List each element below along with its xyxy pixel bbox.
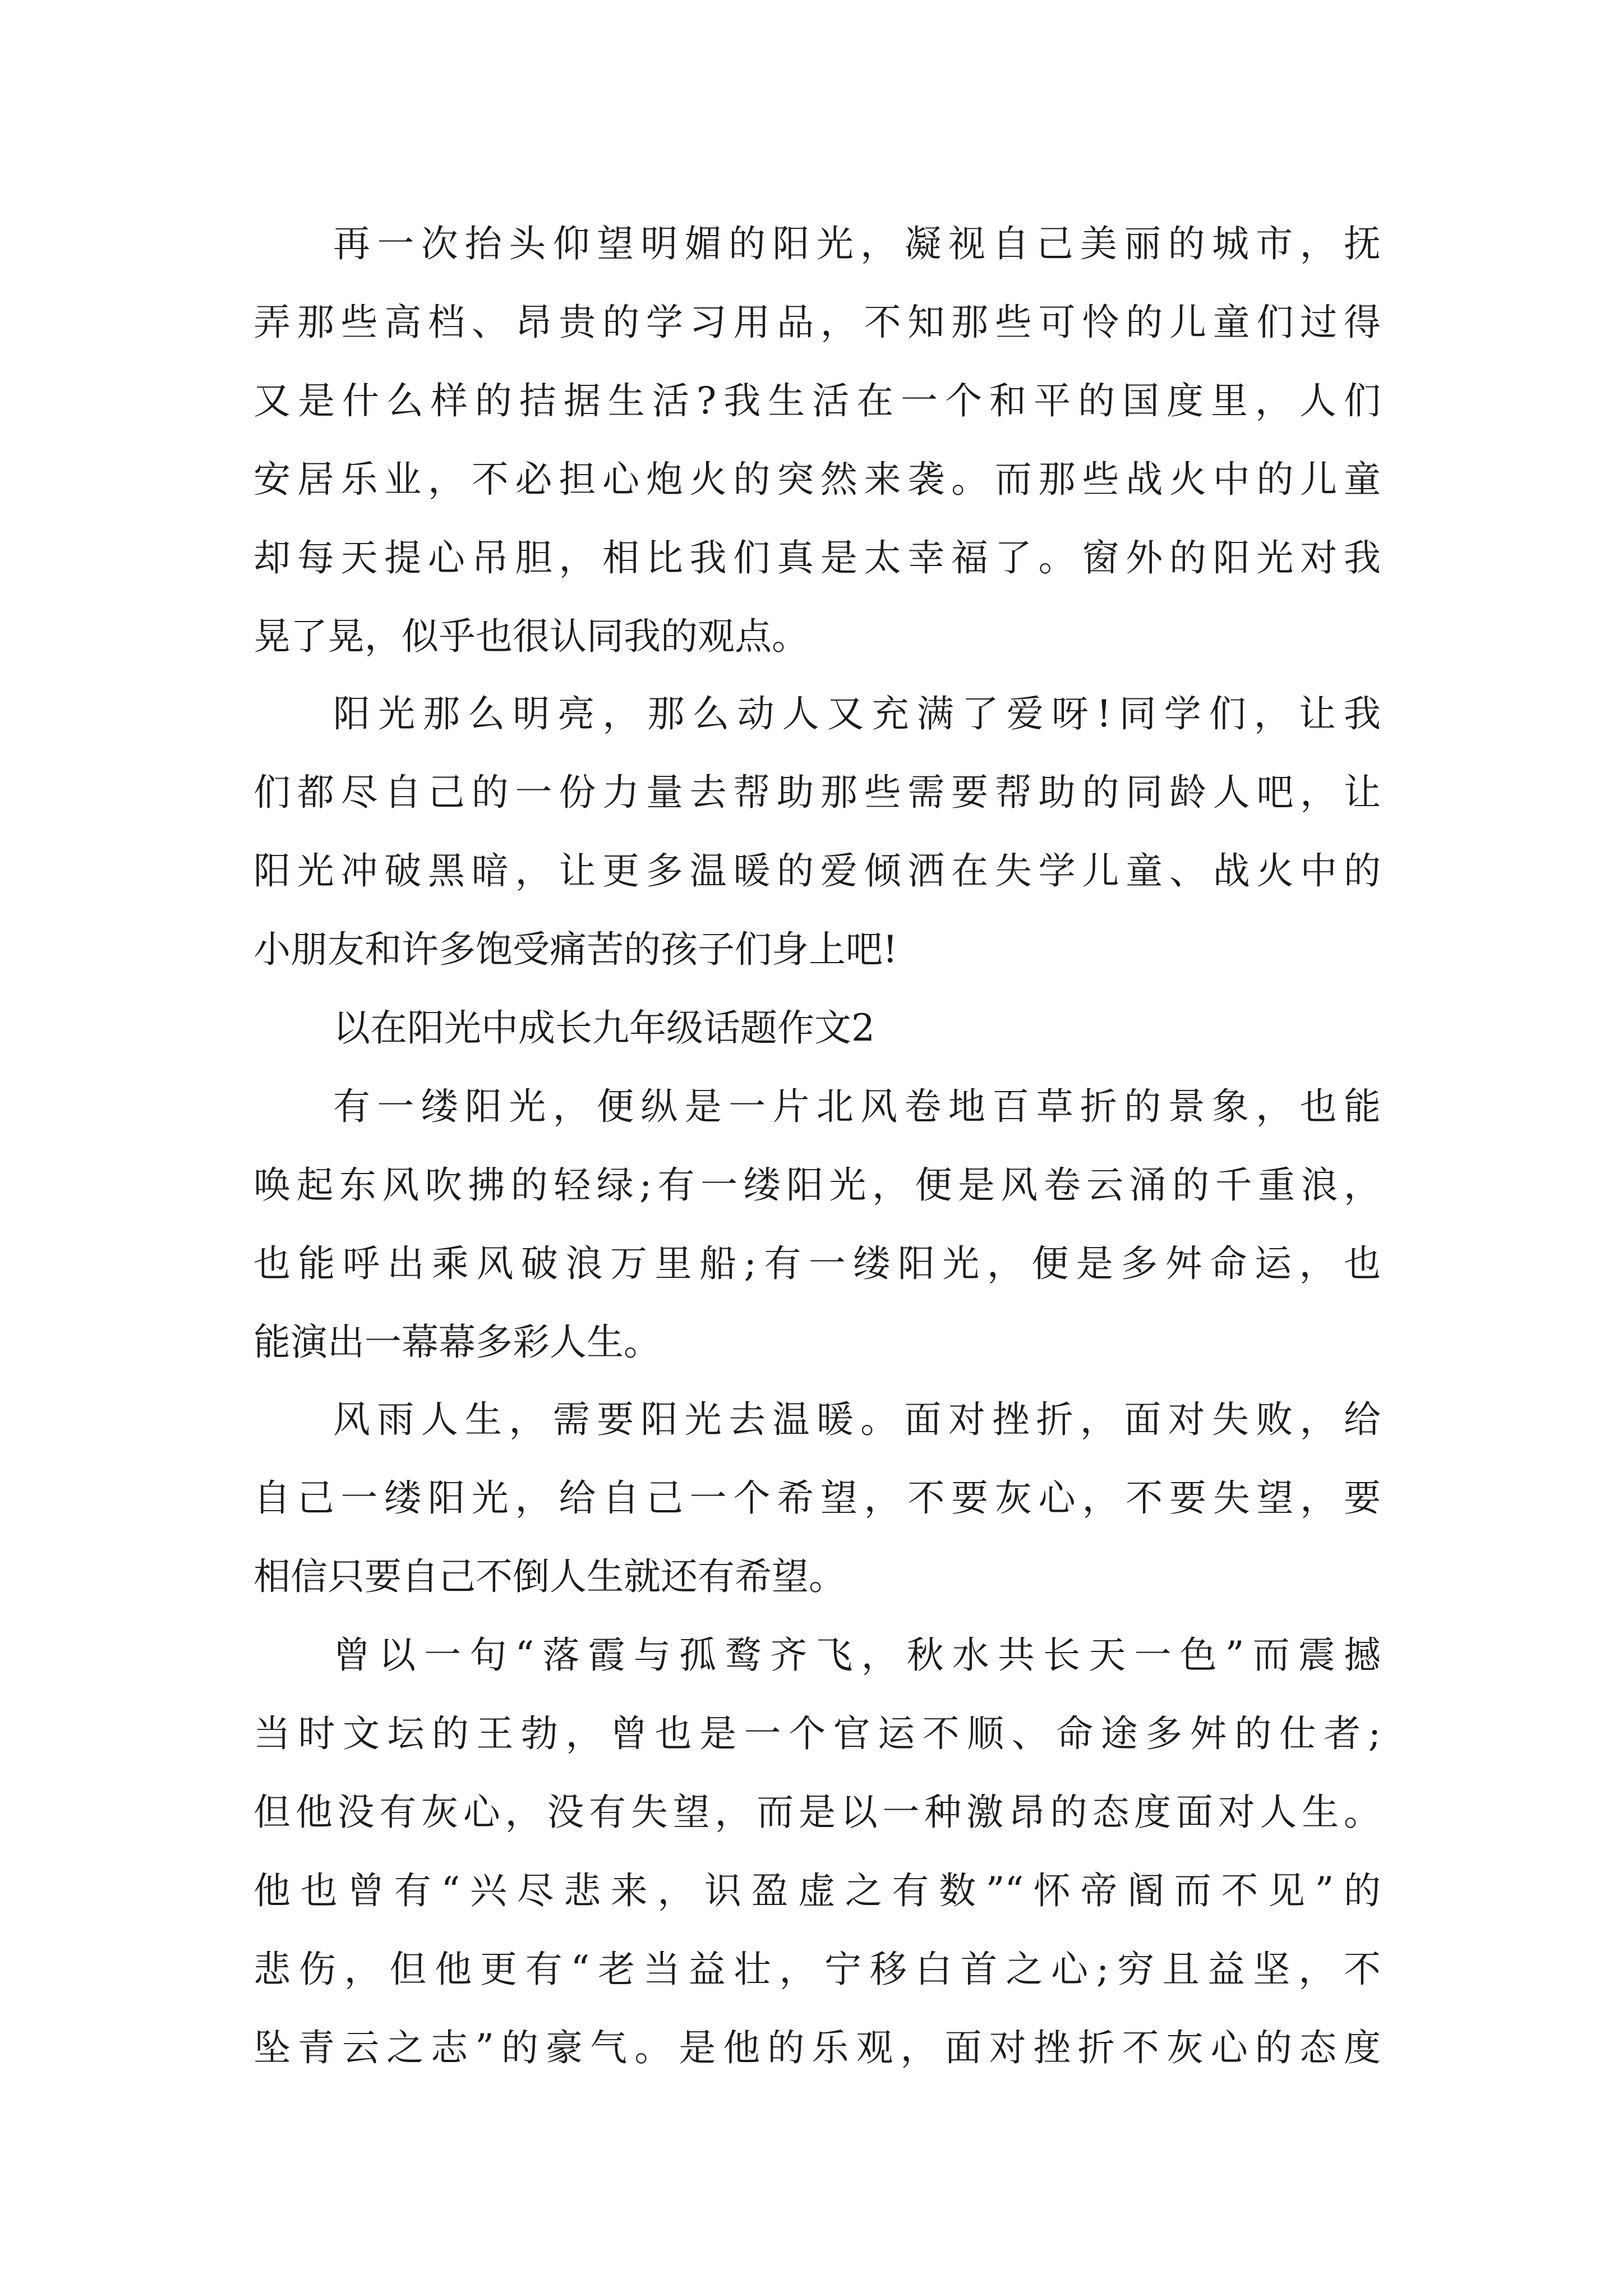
paragraph-line: 风雨人生，需要阳光去温暖。面对挫折，面对失败，给 [333, 1398, 1381, 1441]
paragraph-line: 弄那些高档、昂贵的学习用品，不知那些可怜的儿童们过得 [253, 301, 1381, 344]
paragraph-line: 但他没有灰心，没有失望，而是以一种激昂的态度面对人生。 [253, 1791, 1381, 1834]
paragraph-line: 自己一缕阳光，给自己一个希望，不要灰心，不要失望，要 [253, 1476, 1381, 1520]
paragraph-line: 当时文坛的王勃，曾也是一个官运不顺、命途多舛的仕者; [253, 1712, 1381, 1755]
paragraph-line: 又是什么样的拮据生活?我生活在一个和平的国度里，人们 [253, 379, 1381, 422]
paragraph-line: 曾以一句“落霞与孤鹜齐飞，秋水共长天一色”而震撼 [333, 1634, 1381, 1677]
paragraph-line: 们都尽自己的一份力量去帮助那些需要帮助的同龄人吧，让 [253, 771, 1381, 814]
paragraph-line: 他也曾有“兴尽悲来，识盈虚之有数”“怀帝阍而不见”的 [253, 1869, 1381, 1912]
paragraph-line: 相信只要自己不倒人生就还有希望。 [253, 1555, 846, 1598]
paragraph-line: 晃了晃，似乎也很认同我的观点。 [253, 615, 809, 658]
paragraph-line: 能演出一幕幕多彩人生。 [253, 1320, 661, 1364]
paragraph-line: 悲伤，但他更有“老当益壮，宁移白首之心;穷且益坚，不 [253, 1948, 1381, 1991]
paragraph-line: 有一缕阳光，便纵是一片北风卷地百草折的景象，也能 [333, 1085, 1381, 1128]
section-heading: 以在阳光中成长九年级话题作文2 [333, 1006, 875, 1050]
paragraph-line: 阳光冲破黑暗，让更多温暖的爱倾洒在失学儿童、战火中的 [253, 849, 1381, 892]
paragraph-line: 唤起东风吹拂的轻绿;有一缕阳光，便是风卷云涌的千重浪， [253, 1163, 1381, 1207]
paragraph-line: 坠青云之志”的豪气。是他的乐观，面对挫折不灰心的态度 [253, 2026, 1381, 2069]
paragraph-line: 再一次抬头仰望明媚的阳光，凝视自己美丽的城市，抚 [333, 222, 1381, 265]
paragraph-line: 却每天提心吊胆，相比我们真是太幸福了。窗外的阳光对我 [253, 536, 1381, 579]
paragraph-line: 阳光那么明亮，那么动人又充满了爱呀!同学们，让我 [333, 692, 1381, 735]
paragraph-line: 安居乐业，不必担心炮火的突然来袭。而那些战火中的儿童 [253, 458, 1381, 501]
paragraph-line: 也能呼出乘风破浪万里船;有一缕阳光，便是多舛命运，也 [253, 1242, 1381, 1285]
paragraph-line: 小朋友和许多饱受痛苦的孩子们身上吧! [253, 928, 898, 971]
